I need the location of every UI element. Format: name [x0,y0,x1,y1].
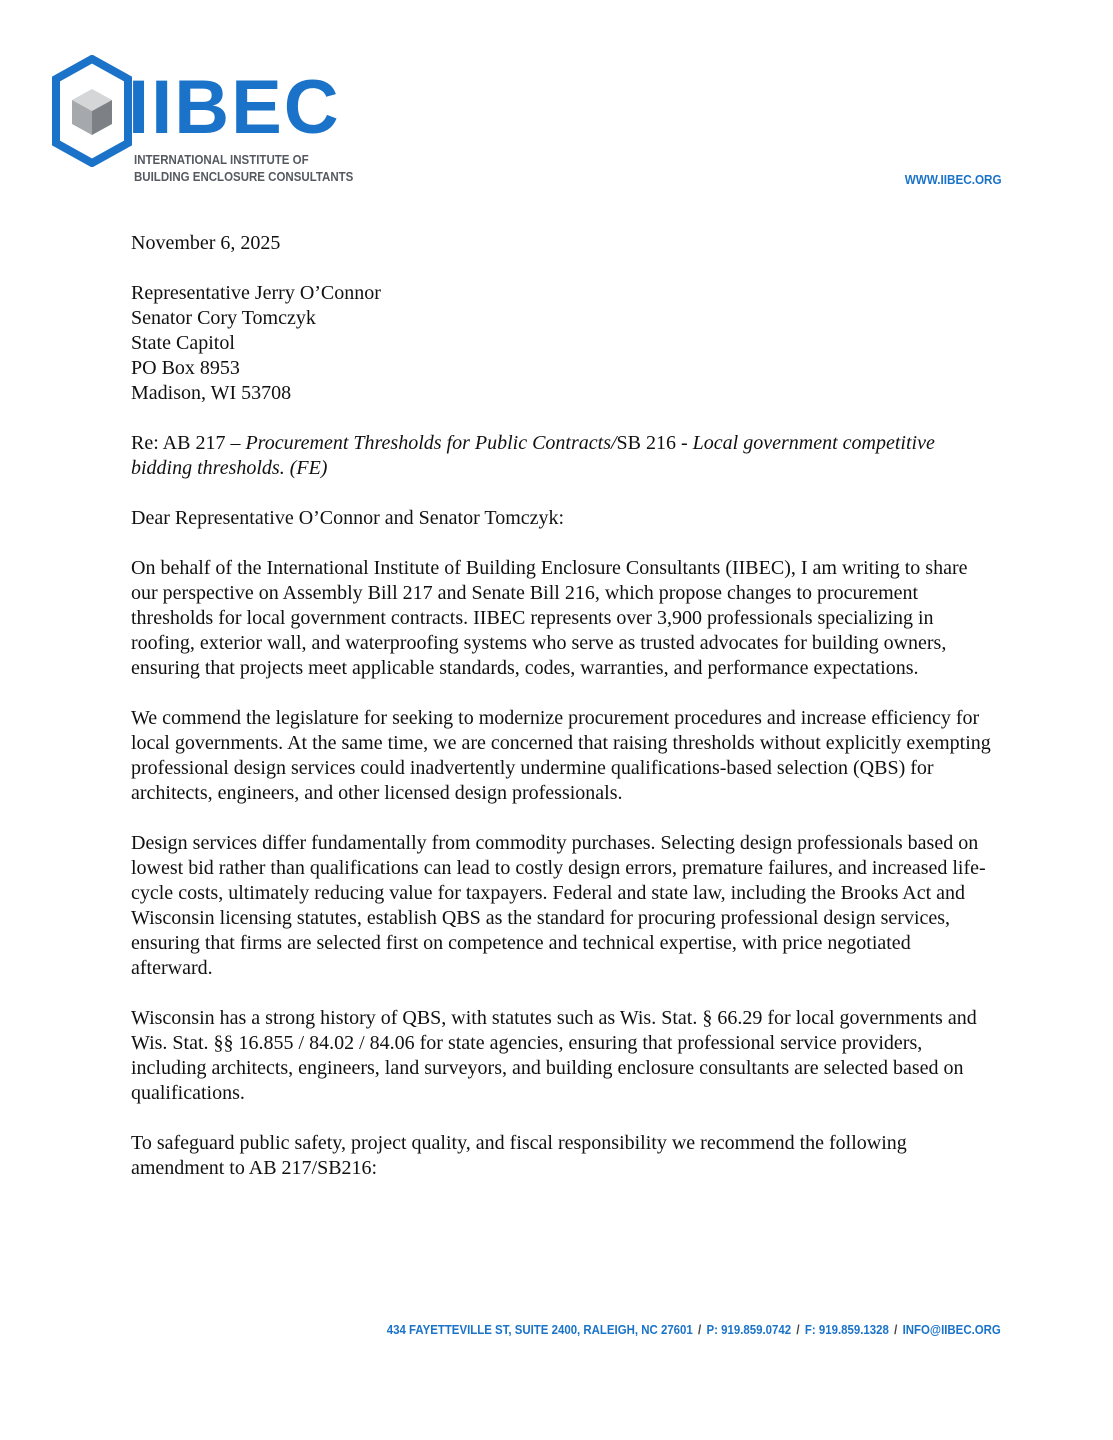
logo-wordmark: IIBEC [128,65,341,150]
footer-separator: / [698,1322,702,1337]
letter-body [131,231,991,1206]
re-bill-number-2: SB 216 - [616,432,693,454]
re-line [131,431,991,481]
footer-separator: / [796,1322,800,1337]
hexagon-cube-icon [52,55,132,167]
re-bill-title-1: – Procurement Thresholds for Public Contracts/ [230,432,617,454]
footer-contact [387,1322,1001,1337]
body-paragraph: Wisconsin has a strong history of QBS, with statutes such as Wis. Stat. § 66.29 for local governments and Wis. Stat. §§ 16.855 / 84.02 / 84.06 for state agencies, ensuring that professional service providers, including architects, engineers, land surveyors, and building enclosure consultants are selected based on qualifications. [131,1007,977,1104]
recipient-line: Representative Jerry O’Connor [131,282,381,304]
footer-fax: F: 919.859.1328 [805,1322,890,1337]
recipient-address [131,281,991,406]
re-prefix: Re: AB 217 [131,432,231,454]
letter-date: November 6, 2025 [131,232,281,254]
website-link[interactable]: WWW.IIBEC.ORG [905,172,1002,187]
body-paragraph: On behalf of the International Institute of Building Enclosure Consultants (IIBEC), I am writing to share our perspective on Assembly Bill 217 and Senate Bill 216, which propose changes to procurement thresholds for local government contracts. IIBEC represents over 3,900 professionals specializing in roofing, exterior wall, and waterproofing systems who serve as trusted advocates for building owners, ensuring that projects meet applicable standards, codes, warranties, and performance expectations. [131,557,968,679]
recipient-line: PO Box 8953 [131,357,240,379]
recipient-line: Madison, WI 53708 [131,382,292,404]
footer-email[interactable]: INFO@IIBEC.ORG [902,1322,1001,1337]
recipient-line: State Capitol [131,332,235,354]
org-name-line1: INTERNATIONAL INSTITUTE OF [134,153,309,167]
footer-address: 434 FAYETTEVILLE ST, SUITE 2400, RALEIGH, NC 27601 [386,1322,693,1337]
org-name [134,152,353,186]
recipient-line: Senator Cory Tomczyk [131,307,316,329]
body-paragraph: To safeguard public safety, project quality, and fiscal responsibility we recommend the following amendment to AB 217/SB216: [131,1132,907,1179]
re-bill-title-2: Local government competitive bidding thresholds. (FE) [131,432,935,479]
salutation: Dear Representative O’Connor and Senator Tomczyk: [131,507,565,529]
body-paragraph: We commend the legislature for seeking to modernize procurement procedures and increase efficiency for local governments. At the same time, we are concerned that raising thresholds without explicitly exempting professional design services could inadvertently undermine qualifications-based selection (QBS) for architects, engineers, and other licensed design professionals. [131,707,991,804]
org-name-line2: BUILDING ENCLOSURE CONSULTANTS [134,170,354,184]
body-paragraph: Design services differ fundamentally from commodity purchases. Selecting design professionals based on lowest bid rather than qualifications can lead to costly design errors, premature failures, and increased life-cycle costs, ultimately reducing value for taxpayers. Federal and state law, including the Brooks Act and Wisconsin licensing statutes, establish QBS as the standard for procuring professional design services, ensuring that firms are selected first on competence and technical expertise, with price negotiated afterward. [131,832,986,979]
footer-phone: P: 919.859.0742 [706,1322,792,1337]
footer-separator: / [894,1322,898,1337]
